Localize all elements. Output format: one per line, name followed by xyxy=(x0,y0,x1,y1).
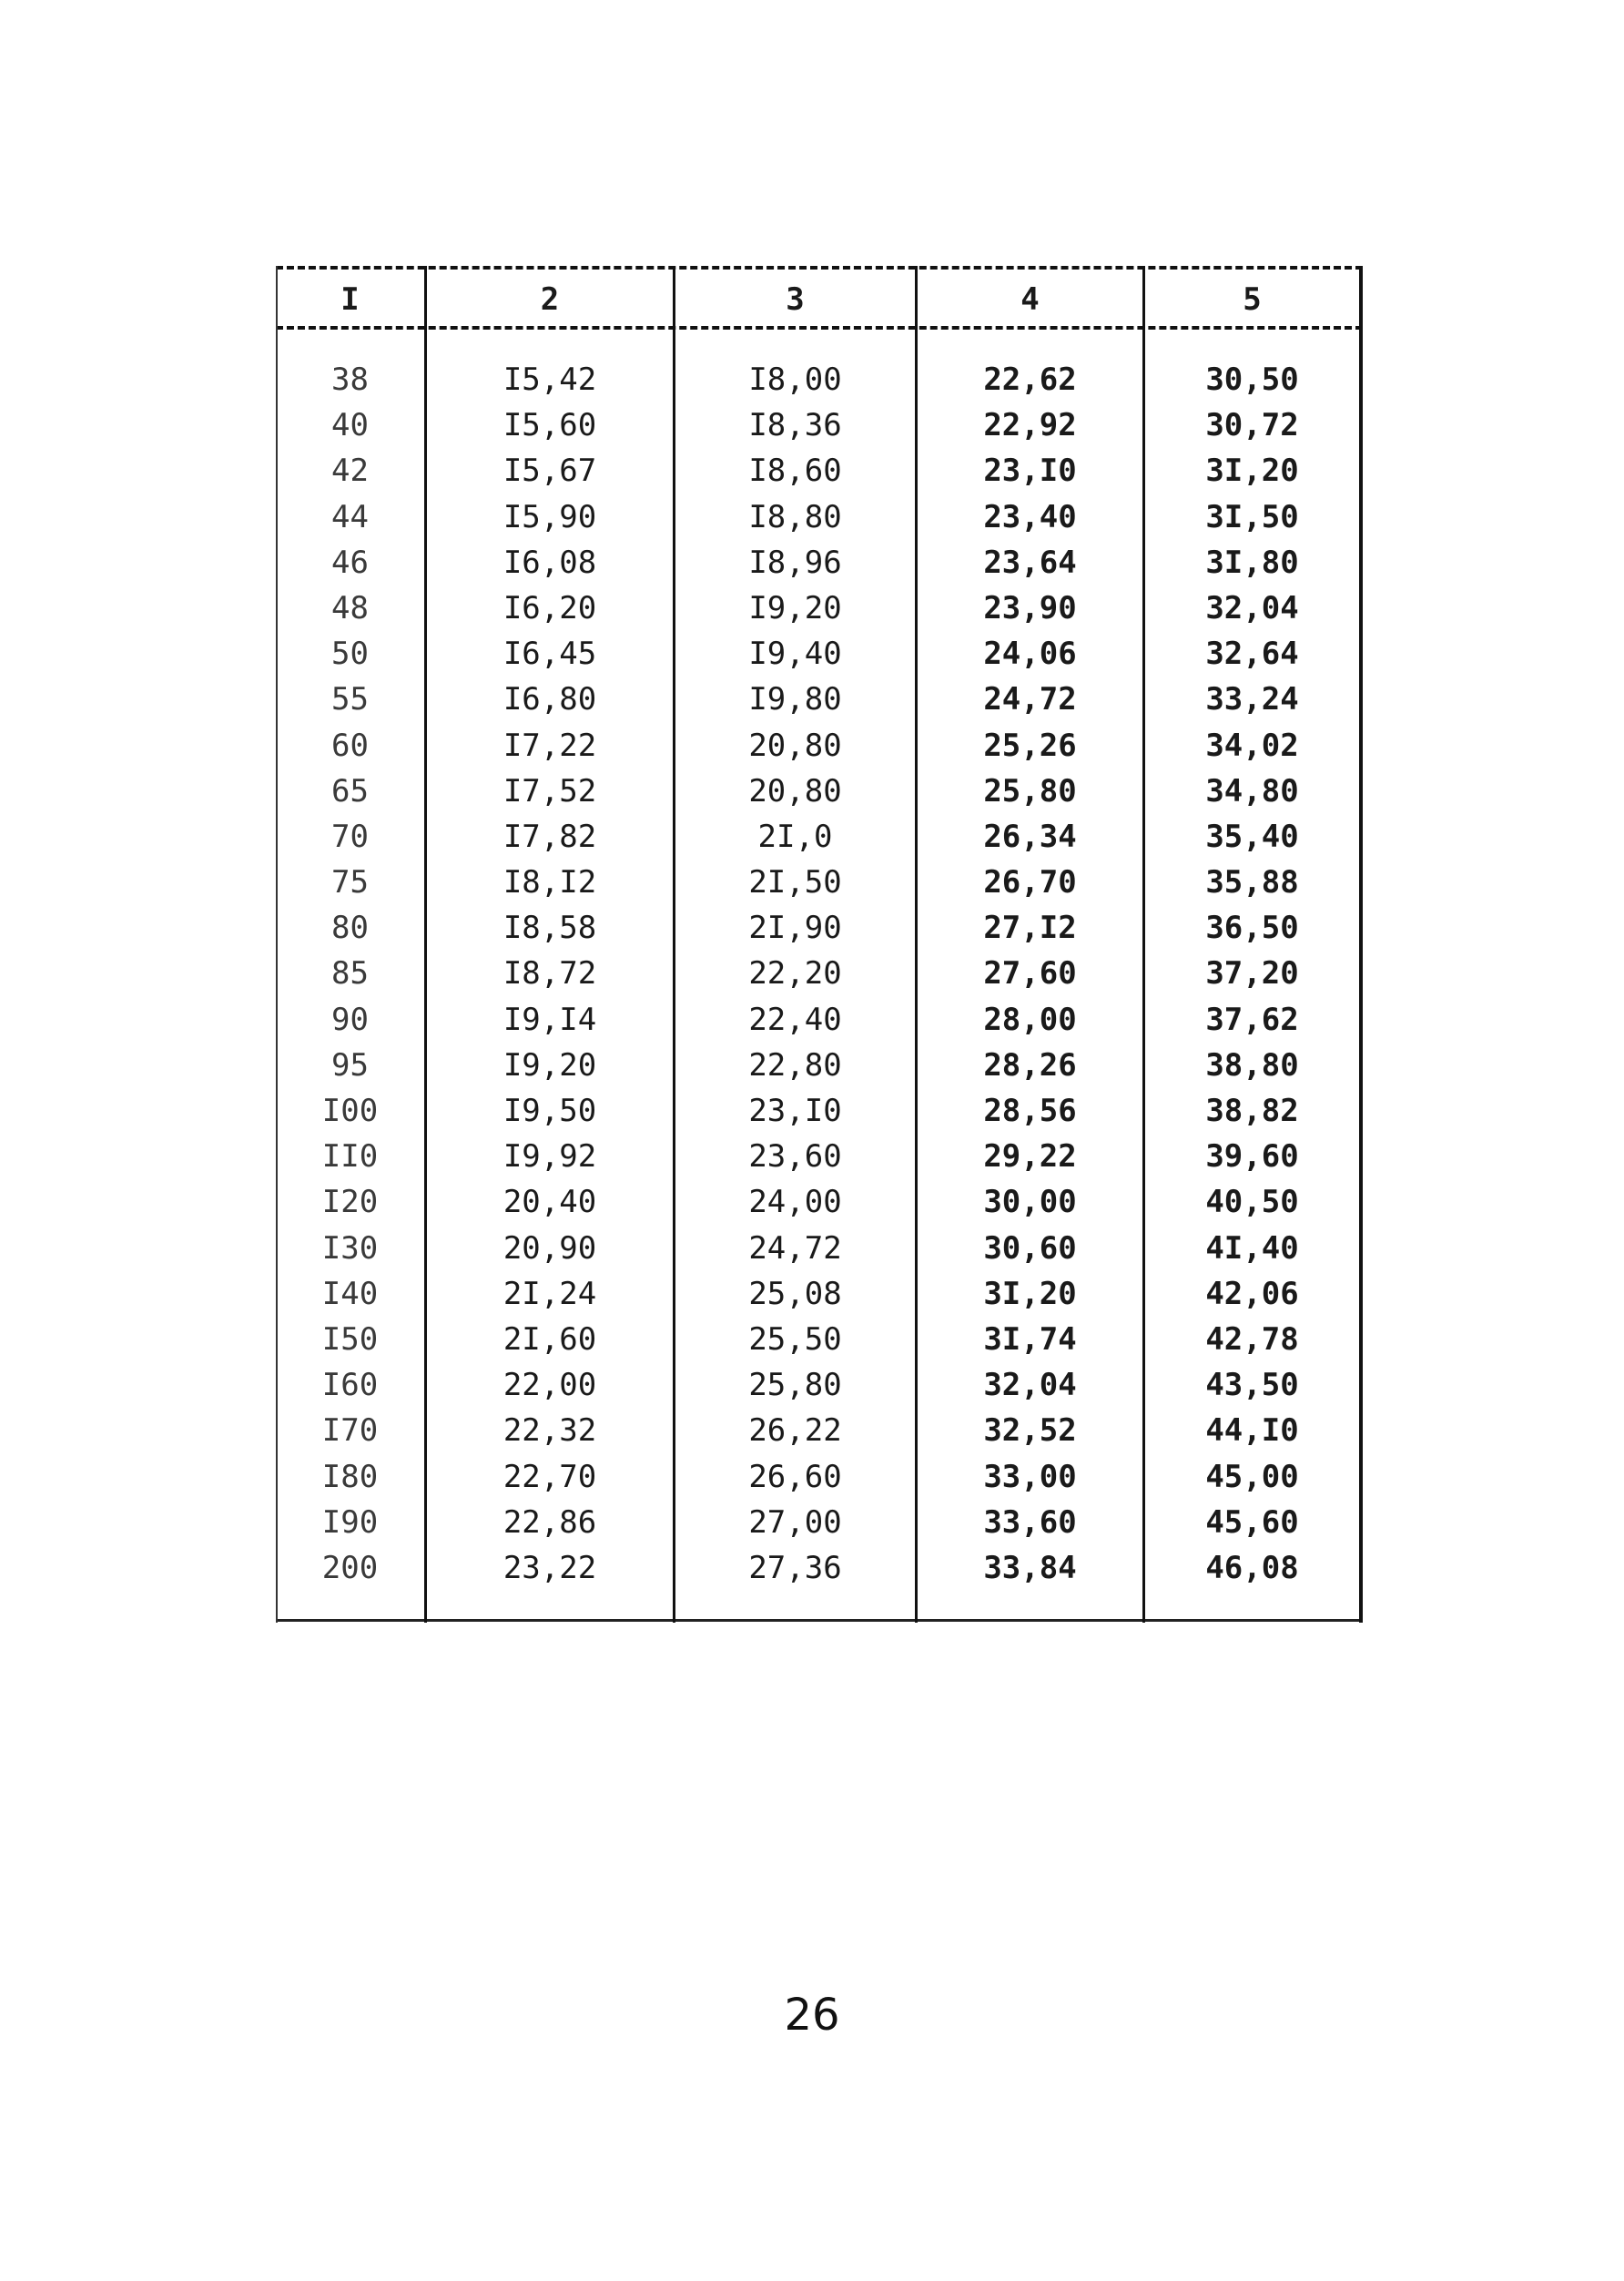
column-header: 3 xyxy=(786,281,805,318)
table-cell: 23,22 xyxy=(502,1549,597,1586)
column-header: 4 xyxy=(1020,281,1040,318)
table-cell: 3I,20 xyxy=(1205,453,1299,490)
table-row xyxy=(276,1408,1363,1453)
table-cell: I40 xyxy=(321,1275,379,1312)
table-cell: I6,20 xyxy=(502,589,597,626)
table-cell: 26,34 xyxy=(983,818,1077,855)
table-row xyxy=(276,1043,1363,1088)
column-header: 5 xyxy=(1243,281,1262,318)
table-cell: II0 xyxy=(321,1138,379,1176)
table-cell: 2I,0 xyxy=(757,818,833,855)
table-cell: 2I,90 xyxy=(748,910,842,947)
table-cell: I8,I2 xyxy=(502,864,597,901)
table-cell: 25,50 xyxy=(748,1320,842,1358)
table-cell: 32,04 xyxy=(983,1367,1077,1404)
table-cell: 27,36 xyxy=(748,1549,842,1586)
table-cell: I8,80 xyxy=(748,498,842,535)
table-cell: 22,92 xyxy=(983,407,1077,444)
table-cell: 20,80 xyxy=(748,772,842,810)
table-cell: I30 xyxy=(321,1229,379,1267)
table-cell: I8,36 xyxy=(748,407,842,444)
table-cell: 25,08 xyxy=(748,1275,842,1312)
table-row xyxy=(276,357,1363,402)
table-cell: 33,00 xyxy=(983,1458,1077,1495)
table-cell: I70 xyxy=(321,1412,379,1450)
table-bottom-rule xyxy=(276,1619,1363,1622)
table-cell: 23,40 xyxy=(983,498,1077,535)
table-cell: 39,60 xyxy=(1205,1138,1299,1176)
table-cell: 29,22 xyxy=(983,1138,1077,1176)
table-row xyxy=(276,1545,1363,1591)
table-body xyxy=(276,357,1363,1591)
table-cell: 28,00 xyxy=(983,1001,1077,1038)
table-cell: 42,78 xyxy=(1205,1320,1299,1358)
table-row xyxy=(276,1088,1363,1134)
table-cell: 40,50 xyxy=(1205,1184,1299,1221)
table-cell: 28,26 xyxy=(983,1046,1077,1084)
table-cell: I6,80 xyxy=(502,681,597,718)
table-cell: I7,82 xyxy=(502,818,597,855)
table-row xyxy=(276,951,1363,996)
table-header-row xyxy=(276,277,1363,322)
table-cell: 23,90 xyxy=(983,589,1077,626)
table-cell: 33,60 xyxy=(983,1503,1077,1541)
page-number: 26 xyxy=(784,1990,840,2041)
table-cell: I7,52 xyxy=(502,772,597,810)
table-cell: I9,92 xyxy=(502,1138,597,1176)
table-cell: 25,26 xyxy=(983,727,1077,764)
table-cell: 30,60 xyxy=(983,1229,1077,1267)
table-cell: 45,60 xyxy=(1205,1503,1299,1541)
table-row xyxy=(276,586,1363,631)
table-row xyxy=(276,723,1363,769)
table-cell: 20,90 xyxy=(502,1229,597,1267)
table-cell: I9,20 xyxy=(502,1046,597,1084)
table-cell: 25,80 xyxy=(748,1367,842,1404)
table-cell: 3I,74 xyxy=(983,1320,1077,1358)
header-separator-rule xyxy=(276,326,1363,330)
table-row xyxy=(276,1226,1363,1271)
table-cell: 37,20 xyxy=(1205,955,1299,993)
column-header: I xyxy=(340,281,360,318)
table-cell: I9,20 xyxy=(748,589,842,626)
table-cell: 27,I2 xyxy=(983,910,1077,947)
table-cell: 30,00 xyxy=(983,1184,1077,1221)
table-cell: 60 xyxy=(331,727,369,764)
table-cell: 95 xyxy=(331,1046,369,1084)
column-header: 2 xyxy=(540,281,560,318)
table-cell: 32,64 xyxy=(1205,636,1299,673)
table-row xyxy=(276,814,1363,860)
table-row xyxy=(276,1317,1363,1362)
table-cell: I6,08 xyxy=(502,544,597,581)
table-cell: 25,80 xyxy=(983,772,1077,810)
table-cell: I5,67 xyxy=(502,453,597,490)
table-cell: 24,06 xyxy=(983,636,1077,673)
table-cell: 22,86 xyxy=(502,1503,597,1541)
table-cell: 20,80 xyxy=(748,727,842,764)
table-cell: I6,45 xyxy=(502,636,597,673)
table-cell: 22,00 xyxy=(502,1367,597,1404)
table-cell: 70 xyxy=(331,818,369,855)
table-cell: 85 xyxy=(331,955,369,993)
table-cell: 2I,60 xyxy=(502,1320,597,1358)
table-cell: 42 xyxy=(331,453,369,490)
table-cell: 90 xyxy=(331,1001,369,1038)
table-cell: 38,82 xyxy=(1205,1093,1299,1129)
table-row xyxy=(276,1362,1363,1408)
table-cell: 20,40 xyxy=(502,1184,597,1221)
table-row xyxy=(276,1134,1363,1179)
table-cell: 4I,40 xyxy=(1205,1229,1299,1267)
table-row xyxy=(276,1454,1363,1500)
table-cell: 32,52 xyxy=(983,1412,1077,1450)
table-cell: 3I,20 xyxy=(983,1275,1077,1312)
table-cell: 50 xyxy=(331,636,369,673)
table-cell: I80 xyxy=(321,1458,379,1495)
table-cell: 22,70 xyxy=(502,1458,597,1495)
table-cell: 27,60 xyxy=(983,955,1077,993)
table-cell: I9,50 xyxy=(502,1093,597,1129)
table-cell: I5,42 xyxy=(502,361,597,398)
table-cell: I8,72 xyxy=(502,955,597,993)
table-row xyxy=(276,402,1363,448)
table-cell: 2I,50 xyxy=(748,864,842,901)
table-cell: I00 xyxy=(321,1093,379,1129)
table-cell: 44 xyxy=(331,498,369,535)
table-cell: 3I,80 xyxy=(1205,544,1299,581)
table-cell: 23,I0 xyxy=(983,453,1077,490)
table-cell: 75 xyxy=(331,864,369,901)
table-cell: 26,70 xyxy=(983,864,1077,901)
table-cell: 45,00 xyxy=(1205,1458,1299,1495)
table-cell: 2I,24 xyxy=(502,1275,597,1312)
table-cell: 24,72 xyxy=(983,681,1077,718)
table-row xyxy=(276,860,1363,905)
table-cell: 38,80 xyxy=(1205,1046,1299,1084)
table-cell: 27,00 xyxy=(748,1503,842,1541)
table-cell: 35,88 xyxy=(1205,864,1299,901)
table-cell: 42,06 xyxy=(1205,1275,1299,1312)
table-cell: 26,60 xyxy=(748,1458,842,1495)
table-cell: 32,04 xyxy=(1205,589,1299,626)
table-cell: 22,62 xyxy=(983,361,1077,398)
table-cell: 37,62 xyxy=(1205,1001,1299,1038)
table-cell: 22,80 xyxy=(748,1046,842,1084)
table-cell: 46,08 xyxy=(1205,1549,1299,1586)
table-row xyxy=(276,1179,1363,1225)
table-cell: I9,80 xyxy=(748,681,842,718)
table-cell: I8,58 xyxy=(502,910,597,947)
table-top-rule xyxy=(276,266,1363,270)
table-cell: 48 xyxy=(331,589,369,626)
table-cell: 40 xyxy=(331,407,369,444)
table-row xyxy=(276,1271,1363,1317)
table-cell: 34,80 xyxy=(1205,772,1299,810)
table-cell: 33,84 xyxy=(983,1549,1077,1586)
table-cell: I8,60 xyxy=(748,453,842,490)
table-cell: 30,50 xyxy=(1205,361,1299,398)
table-cell: 22,32 xyxy=(502,1412,597,1450)
table-cell: I9,I4 xyxy=(502,1001,597,1038)
table-cell: I50 xyxy=(321,1320,379,1358)
table-row xyxy=(276,448,1363,494)
table-cell: I7,22 xyxy=(502,727,597,764)
table-cell: 65 xyxy=(331,772,369,810)
table-cell: I20 xyxy=(321,1184,379,1221)
table-cell: 23,64 xyxy=(983,544,1077,581)
table-cell: I60 xyxy=(321,1367,379,1404)
table-cell: 3I,50 xyxy=(1205,498,1299,535)
table-cell: 36,50 xyxy=(1205,910,1299,947)
table-cell: 46 xyxy=(331,544,369,581)
table-cell: I9,40 xyxy=(748,636,842,673)
table-cell: 44,I0 xyxy=(1205,1412,1299,1450)
table-row xyxy=(276,494,1363,540)
table-row xyxy=(276,905,1363,951)
table-cell: 33,24 xyxy=(1205,681,1299,718)
table-cell: 200 xyxy=(321,1549,379,1586)
table-row xyxy=(276,677,1363,722)
table-row xyxy=(276,769,1363,814)
table-cell: 30,72 xyxy=(1205,407,1299,444)
table-cell: 24,00 xyxy=(748,1184,842,1221)
table-row xyxy=(276,631,1363,677)
table-cell: I5,90 xyxy=(502,498,597,535)
table-cell: 35,40 xyxy=(1205,818,1299,855)
table-cell: 38 xyxy=(331,361,369,398)
table-cell: 22,20 xyxy=(748,955,842,993)
table-cell: 22,40 xyxy=(748,1001,842,1038)
table-row xyxy=(276,1500,1363,1545)
table-cell: 43,50 xyxy=(1205,1367,1299,1404)
table-cell: I90 xyxy=(321,1503,379,1541)
table-cell: 24,72 xyxy=(748,1229,842,1267)
data-table xyxy=(276,266,1361,1623)
table-cell: 80 xyxy=(331,910,369,947)
table-cell: I5,60 xyxy=(502,407,597,444)
table-cell: I8,00 xyxy=(748,361,842,398)
table-cell: 23,60 xyxy=(748,1138,842,1176)
table-row xyxy=(276,997,1363,1043)
table-cell: 34,02 xyxy=(1205,727,1299,764)
table-cell: 23,I0 xyxy=(748,1093,842,1129)
table-cell: I8,96 xyxy=(748,544,842,581)
table-cell: 26,22 xyxy=(748,1412,842,1450)
table-row xyxy=(276,540,1363,586)
table-cell: 55 xyxy=(331,681,369,718)
table-cell: 28,56 xyxy=(983,1093,1077,1129)
